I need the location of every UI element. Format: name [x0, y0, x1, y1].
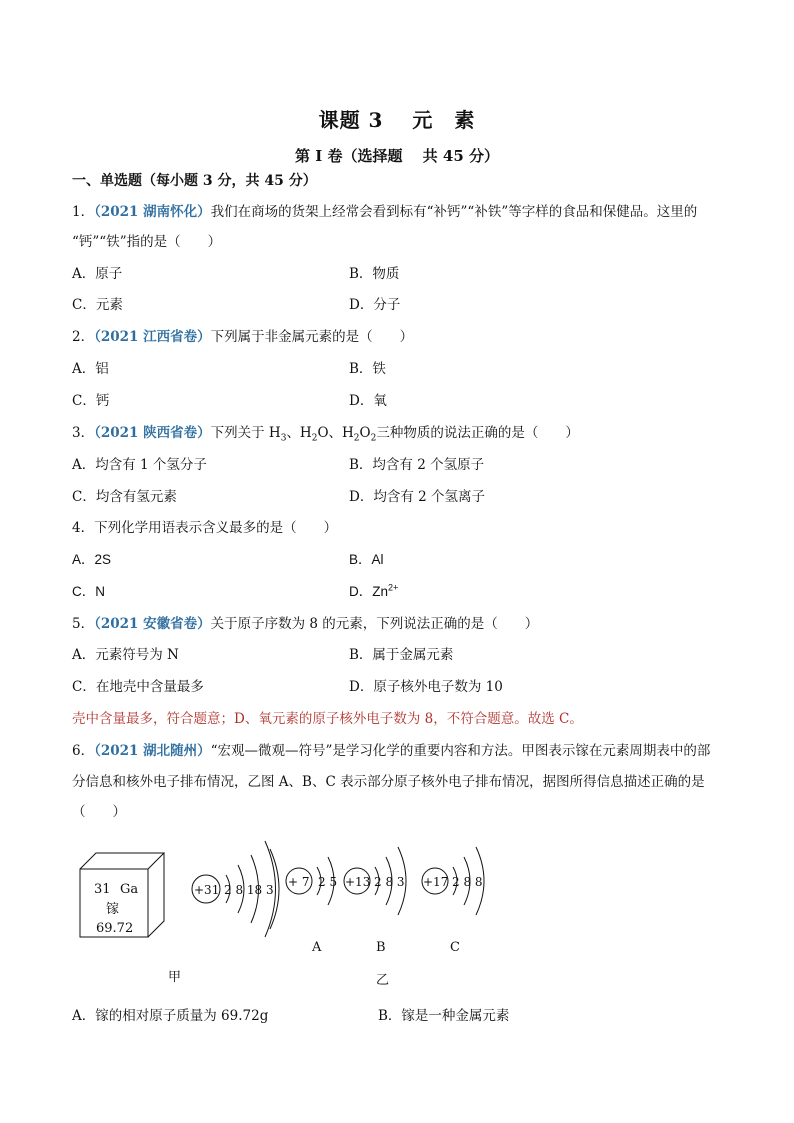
q2-option-a[interactable]: A．铝 [72, 361, 109, 377]
q4-option-b[interactable]: B．Al [349, 552, 384, 567]
cell-symbol: Ga [120, 882, 139, 897]
cell-name: 镓 [106, 902, 120, 917]
element-figure [70, 825, 510, 995]
section-subtitle: 第 I 卷（选择题 共 45 分） [294, 147, 499, 165]
question-6: 6．（2021 湖北随州）“宏观—微观—符号”是学习化学的重要内容和方法。甲图表示镓在元素周期表中的部 [72, 743, 711, 759]
label-jia: 甲 [168, 970, 182, 985]
q5-option-b[interactable]: B．属于金属元素 [349, 647, 454, 663]
label-yi: 乙 [376, 973, 390, 988]
q5-option-a[interactable]: A．元素符号为 N [72, 647, 179, 663]
q1-option-d[interactable]: D．分子 [349, 297, 401, 313]
atom-b-nucleus: +13 [345, 875, 371, 889]
atom-c-electrons: 2 8 8 [452, 875, 483, 889]
q3-option-a[interactable]: A．均含有 1 个氢分子 [72, 457, 207, 473]
question-2: 2．（2021 江西省卷）下列属于非金属元素的是（ ） [72, 329, 414, 345]
question-source: （2021 湖南怀化） [94, 204, 211, 220]
q3-option-b[interactable]: B．均含有 2 个氢原子 [349, 457, 485, 473]
label-a: A [312, 940, 322, 955]
atom-b-electrons: 2 8 3 [374, 875, 405, 889]
cell-atomic-number: 31 [94, 882, 111, 897]
question-6-line3: （ ） [72, 804, 126, 820]
atom-c-nucleus: +17 [423, 875, 449, 889]
q4-option-c[interactable]: C．N [72, 584, 105, 599]
ga-electrons: 2 8 18 3 [224, 883, 274, 897]
q5-option-c[interactable]: C．在地壳中含量最多 [72, 679, 204, 695]
question-source: （2021 江西省卷） [94, 329, 211, 345]
question-1: 1．（2021 湖南怀化）我们在商场的货架上经常会看到标有“补钙”“补铁”等字样的食品和保健品。这里的 [72, 204, 698, 220]
atom-a-electrons: 2 5 [318, 875, 338, 889]
answer-explanation: 壳中含量最多，符合题意；D、氧元素的原子核外电子数为 8，不符合题意。故选 C。 [72, 711, 583, 727]
label-c: C [450, 940, 460, 955]
question-1-line2: “钙”“铁”指的是（ ） [72, 234, 222, 250]
question-5: 5．（2021 安徽省卷）关于原子序数为 8 的元素，下列说法正确的是（ ） [72, 616, 539, 632]
q1-option-a[interactable]: A．原子 [72, 266, 123, 282]
question-source: （2021 湖北随州） [94, 743, 211, 759]
q4-option-a[interactable]: A．2S [72, 552, 112, 567]
question-4: 4．下列化学用语表示含义最多的是（ ） [72, 520, 338, 536]
cell-mass: 69.72 [96, 921, 134, 936]
atom-a-nucleus: + 7 [288, 875, 310, 889]
label-b: B [376, 940, 386, 955]
q3-option-c[interactable]: C．均含有氢元素 [72, 489, 177, 505]
q1-option-c[interactable]: C．元素 [72, 297, 123, 313]
question-3: 3．（2021 陕西省卷）下列关于 $H_3$、$H_2O$、$H_2O_2$三种物质的说法正确的是（ ） [72, 425, 579, 444]
q6-option-a[interactable]: A．镓的相对原子质量为 69.72g [72, 1008, 269, 1024]
q2-option-c[interactable]: C．钙 [72, 393, 110, 409]
q3-option-d[interactable]: D．均含有 2 个氢离子 [349, 489, 485, 505]
q2-option-b[interactable]: B．铁 [349, 361, 386, 377]
page-title: 课题 3 元 素 [318, 108, 476, 132]
question-source: （2021 陕西省卷） [94, 425, 211, 441]
q1-option-b[interactable]: B．物质 [349, 266, 400, 282]
q6-option-b[interactable]: B．镓是一种金属元素 [378, 1008, 510, 1024]
question-source: （2021 安徽省卷） [94, 616, 211, 632]
section-heading: 一、单选题（每小题 3 分，共 45 分） [72, 173, 317, 189]
q2-option-d[interactable]: D．氧 [349, 393, 387, 409]
q4-option-d[interactable]: D．$Zn^{2+}$ [349, 582, 399, 599]
q5-option-d[interactable]: D．原子核外电子数为 10 [349, 679, 503, 695]
question-6-line2: 分信息和核外电子排布情况，乙图 A、B、C 表示部分原子核外电子排布情况，据图所得信息描述正确的是 [72, 774, 705, 790]
ga-nucleus: +31 [194, 883, 220, 897]
